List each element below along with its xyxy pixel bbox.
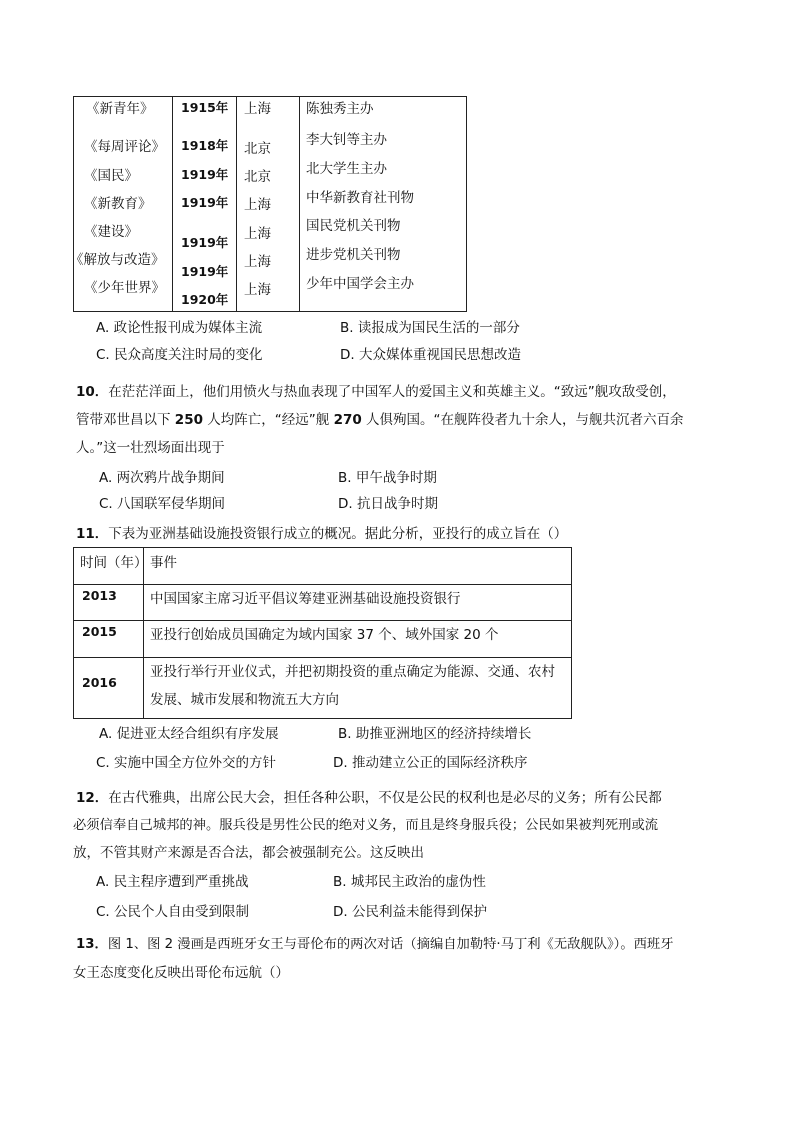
option-c: C. 八国联军侵华期间 bbox=[99, 496, 226, 512]
table-cell-note: 陈独秀主办 bbox=[306, 101, 374, 117]
question-number: 13． bbox=[76, 937, 108, 952]
table-cell-year: 1919年 bbox=[181, 264, 229, 279]
option-b: B. 甲午战争时期 bbox=[338, 470, 437, 486]
table-cell-place: 上海 bbox=[244, 197, 271, 213]
table-cell-place: 上海 bbox=[244, 226, 271, 242]
question-text: 在茫茫洋面上，他们用愤火与热血表现了中国军人的爱国主义和英雄主义。“致远”舰攻敌受创， bbox=[108, 384, 676, 400]
question-10-line-2 bbox=[76, 408, 684, 428]
table-cell-year: 2016 bbox=[82, 675, 117, 690]
question-text: 人均阵亡，“经远”舰 bbox=[202, 412, 334, 428]
option-d: D. 大众媒体重视国民思想改造 bbox=[340, 347, 521, 363]
question-text: 下表为亚洲基础设施投资银行成立的概况。据此分析，亚投行的成立旨在（） bbox=[108, 526, 568, 542]
table-cell-name: 《解放与改造》 bbox=[70, 252, 165, 268]
option-c: C. 民众高度关注时局的变化 bbox=[96, 347, 263, 363]
option-a: A. 促进亚太经合组织有序发展 bbox=[99, 726, 279, 742]
question-10-line-3: 人。”这一壮烈场面出现于 bbox=[76, 440, 225, 456]
question-12-line-2: 必须信奉自己城邦的神。服兵役是男性公民的绝对义务，而且是终身服兵役；公民如果被判死刑或流 bbox=[73, 818, 659, 833]
column-divider bbox=[143, 548, 144, 718]
question-number: 10． bbox=[76, 384, 109, 400]
aiib-table bbox=[73, 547, 572, 719]
table-cell-place: 北京 bbox=[244, 169, 271, 185]
question-text: 管带邓世昌以下 bbox=[76, 412, 175, 428]
question-number: 12． bbox=[76, 790, 109, 806]
table-cell-event: 亚投行举行开业仪式，并把初期投资的重点确定为能源、交通、农村 bbox=[150, 664, 555, 680]
option-b: B. 读报成为国民生活的一部分 bbox=[340, 320, 520, 336]
number-text: 270 bbox=[333, 412, 362, 428]
table-cell-note: 进步党机关刊物 bbox=[306, 247, 401, 263]
column-divider bbox=[172, 97, 173, 311]
table-cell-event: 亚投行创始成员国确定为域内国家 37 个、域外国家 20 个 bbox=[150, 627, 499, 643]
question-13-line-2: 女王态度变化反映出哥伦布远航（） bbox=[73, 965, 289, 981]
option-a: A. 民主程序遭到严重挑战 bbox=[96, 874, 249, 890]
table-cell-place: 北京 bbox=[244, 141, 271, 157]
question-11-stem bbox=[76, 522, 567, 542]
question-12-line-3: 放，不管其财产来源是否合法，都会被强制充公。这反映出 bbox=[73, 845, 424, 861]
table-cell-event: 发展、城市发展和物流五大方向 bbox=[150, 692, 339, 708]
table-header-time: 时间（年） bbox=[80, 555, 148, 571]
question-10-line-1 bbox=[76, 380, 676, 400]
table-cell-place: 上海 bbox=[244, 282, 271, 298]
question-13-line-1 bbox=[76, 933, 674, 952]
question-number: 11． bbox=[76, 526, 109, 542]
table-cell-year: 1915年 bbox=[181, 100, 229, 115]
row-divider bbox=[74, 620, 571, 621]
option-d: D. 推动建立公正的国际经济秩序 bbox=[333, 755, 528, 771]
table-cell-note: 李大钊等主办 bbox=[306, 132, 387, 148]
table-cell-year: 1919年 bbox=[181, 195, 229, 210]
table-cell-year: 2015 bbox=[82, 624, 117, 639]
column-divider bbox=[299, 97, 300, 311]
number-text: 250 bbox=[174, 412, 203, 428]
newspaper-table bbox=[70, 96, 467, 312]
question-text: 图 1、图 2 漫画是西班牙女王与哥伦布的两次对话（摘编自加勒特·马丁利《无敌舰队》）。西班牙 bbox=[107, 937, 674, 952]
table-cell-event: 中国国家主席习近平倡议筹建亚洲基础设施投资银行 bbox=[150, 591, 461, 607]
option-d: D. 公民利益未能得到保护 bbox=[333, 904, 487, 920]
question-text: 在古代雅典，出席公民大会，担任各种公职，不仅是公民的权利也是必尽的义务；所有公民都 bbox=[108, 790, 662, 806]
option-c: C. 公民个人自由受到限制 bbox=[96, 904, 250, 920]
table-cell-year: 1920年 bbox=[181, 292, 229, 307]
table-cell-year: 1918年 bbox=[181, 138, 229, 153]
table-cell-note: 国民党机关刊物 bbox=[306, 218, 401, 234]
table-cell-name: 《新青年》 bbox=[86, 101, 154, 117]
table-cell-name: 《新教育》 bbox=[84, 196, 152, 212]
table-cell-year: 2013 bbox=[82, 588, 117, 603]
table-cell-note: 中华新教育社刊物 bbox=[306, 190, 414, 206]
column-divider bbox=[236, 97, 237, 311]
row-divider bbox=[74, 657, 571, 658]
table-cell-place: 上海 bbox=[244, 101, 271, 117]
table-cell-note: 少年中国学会主办 bbox=[306, 276, 414, 292]
table-cell-name: 《少年世界》 bbox=[84, 280, 165, 296]
table-header-event: 事件 bbox=[150, 555, 177, 571]
table-cell-place: 上海 bbox=[244, 254, 271, 270]
table-cell-year: 1919年 bbox=[181, 167, 229, 182]
option-c: C. 实施中国全方位外交的方针 bbox=[96, 755, 277, 771]
table-cell-year: 1919年 bbox=[181, 235, 229, 250]
option-a: A. 两次鸦片战争期间 bbox=[99, 470, 225, 486]
option-a: A. 政论性报刊成为媒体主流 bbox=[96, 320, 263, 336]
table-cell-name: 《每周评论》 bbox=[84, 139, 165, 155]
option-b: B. 城邦民主政治的虚伪性 bbox=[333, 874, 486, 890]
table-cell-note: 北大学生主办 bbox=[306, 161, 387, 177]
question-text: 人俱殉国。“在舰阵役者九十余人，与舰共沉者六百余 bbox=[361, 412, 684, 428]
row-divider bbox=[74, 584, 571, 585]
question-12-line-1 bbox=[76, 786, 662, 806]
option-d: D. 抗日战争时期 bbox=[338, 496, 438, 512]
option-b: B. 助推亚洲地区的经济持续增长 bbox=[338, 726, 532, 742]
table-cell-name: 《建设》 bbox=[84, 224, 138, 240]
table-cell-name: 《国民》 bbox=[84, 168, 138, 184]
